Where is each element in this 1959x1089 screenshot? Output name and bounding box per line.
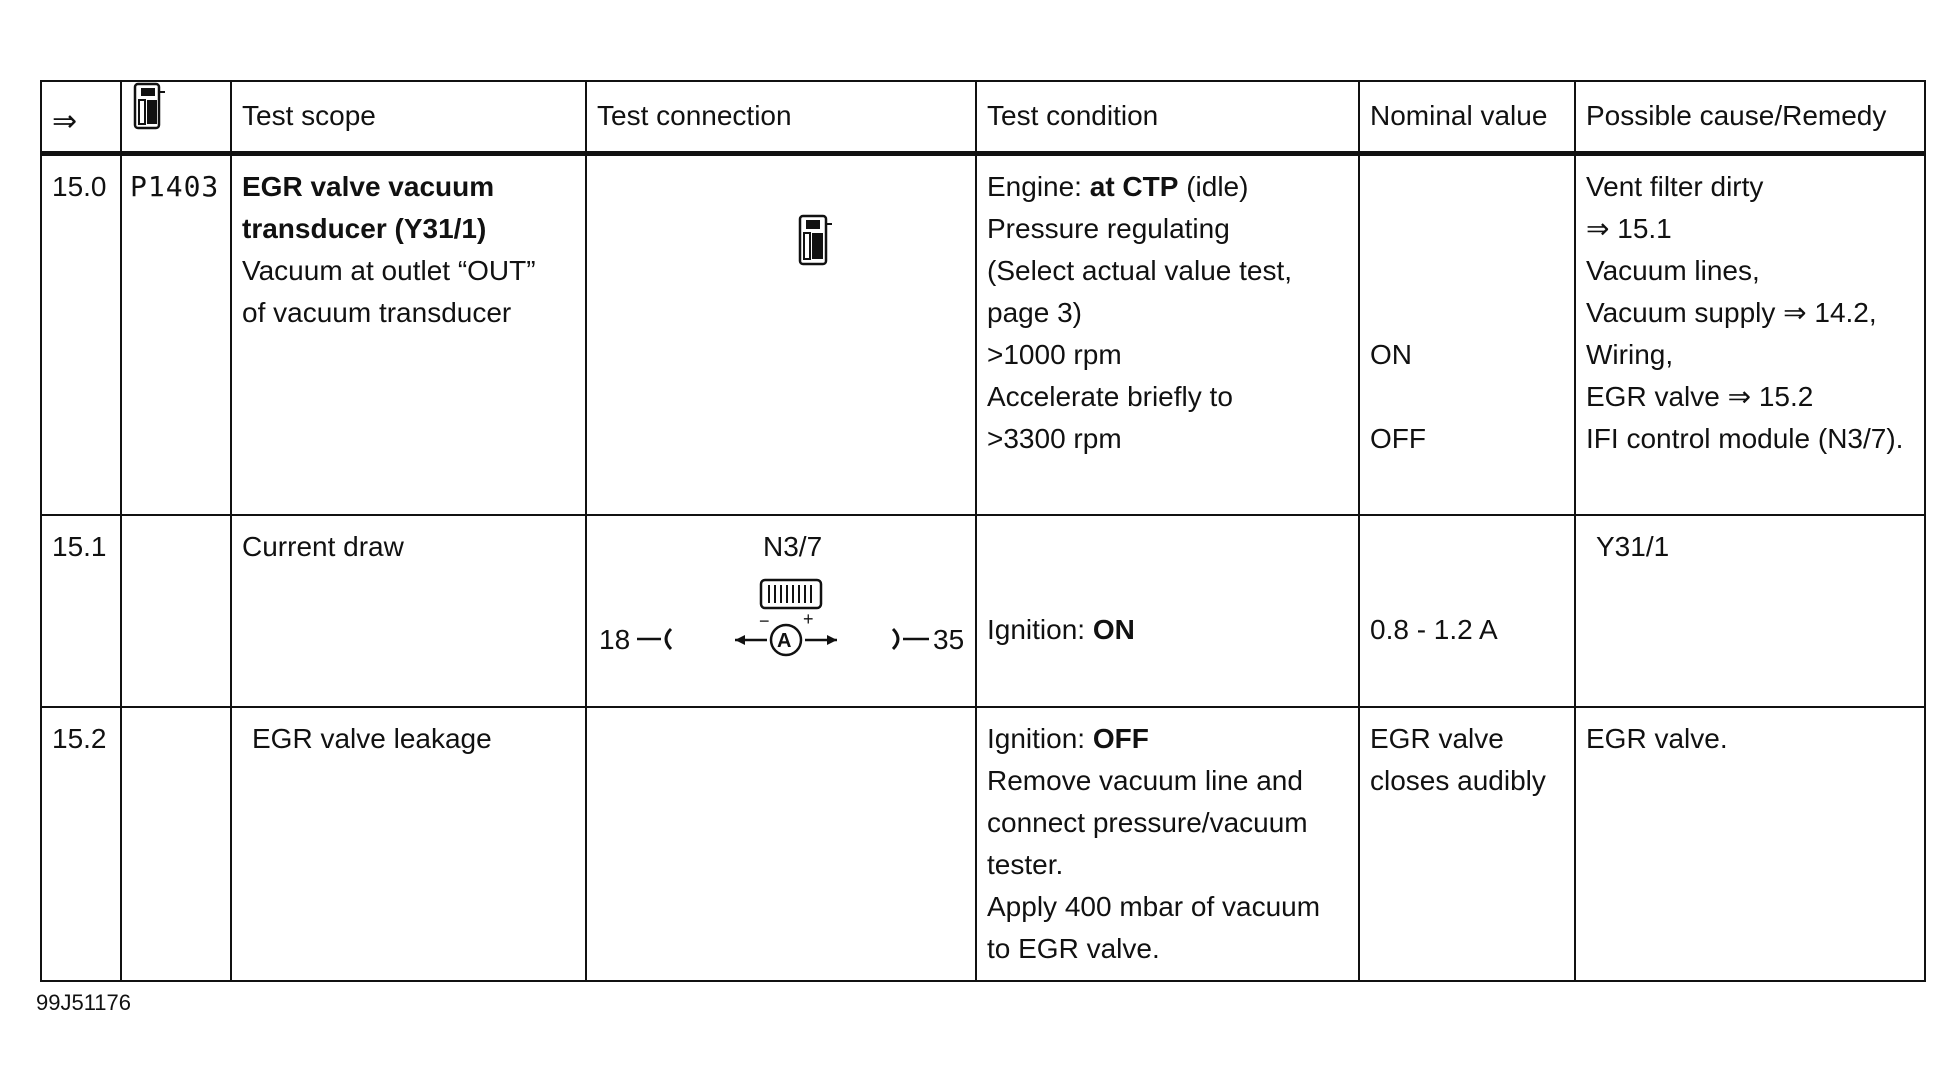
cause-line: Wiring, [1586,338,1674,370]
condition-line: page 3) [987,296,1082,328]
pin-right: 35 [933,624,965,655]
condition-line: >3300 rpm [987,422,1122,454]
test-scope-cell [231,153,586,515]
possible-cause-cell [1575,153,1925,515]
condition-label: Ignition: [987,614,1093,645]
test-condition-cell [976,153,1359,515]
scope-line: of vacuum transducer [242,296,512,328]
pin-left: 18 [599,624,631,655]
scope-line: Vacuum at outlet “OUT” [242,254,536,286]
diagnostic-table [40,80,1926,982]
nominal-value: EGR valve [1370,723,1504,754]
condition-line: to EGR valve. [987,933,1160,964]
nominal-value-cell [1359,707,1575,981]
cause-line: Y31/1 [1596,531,1670,562]
test-lead-right-icon [887,624,931,654]
test-condition-cell [976,707,1359,981]
condition-value: OFF [1092,723,1149,754]
condition-line: Pressure regulating [987,212,1230,244]
condition-label: Engine: [987,170,1090,202]
possible-cause-cell [1575,515,1925,707]
condition-line: tester. [987,849,1064,880]
header-test-connection: Test connection [586,81,976,153]
diagnostic-tester-icon [797,214,833,266]
cause-line: Vent filter dirty [1586,170,1764,202]
condition-value: at CTP [1089,170,1179,202]
header-arrow: ⇒ [41,81,121,153]
table-header-row [41,81,1925,153]
dtc-code-empty [121,515,231,707]
condition-ignition-line [987,609,1348,651]
cause-line: Vacuum lines, [1586,254,1760,286]
condition-suffix: (idle) [1178,170,1249,202]
condition-line: (Select actual value test, [987,254,1293,286]
scope-title-line: transducer (Y31/1) [242,212,487,244]
possible-cause-cell [1575,707,1925,981]
step-number: 15.0 [41,153,121,515]
table-row-15-1 [41,515,1925,707]
condition-line: connect pressure/vacuum [987,807,1308,838]
test-connection-cell [586,515,976,707]
condition-label: Ignition: [987,723,1093,754]
test-connection-cell [586,153,976,515]
condition-value: ON [1092,614,1135,645]
diagnostic-tester-icon [132,82,168,130]
nominal-value: ON [1370,338,1412,370]
cause-line: EGR valve ⇒ 15.2 [1586,380,1814,412]
header-tester-icon [121,81,231,153]
test-connection-cell [586,707,976,981]
condition-line: >1000 rpm [987,338,1122,370]
ammeter-symbol: A [777,630,792,652]
step-number: 15.1 [41,515,121,707]
scope-title-line: EGR valve vacuum [242,170,495,202]
figure-id: 99J51176 [36,990,132,1015]
cause-line: IFI control module (N3/7). [1586,422,1904,454]
nominal-value-cell [1359,515,1575,707]
nominal-value: OFF [1370,422,1426,454]
nominal-value: closes audibly [1370,765,1546,796]
ammeter-plus: + [803,609,814,629]
condition-ignition-line [987,718,1348,760]
dtc-code-empty [121,707,231,981]
condition-line: Remove vacuum line and [987,765,1303,796]
header-nominal-value: Nominal value [1359,81,1575,153]
cause-line: Vacuum supply ⇒ 14.2, [1586,296,1877,328]
table-row-15-0 [41,153,1925,515]
test-lead-left-icon [635,624,679,654]
nominal-value: 0.8 - 1.2 A [1370,614,1498,645]
header-test-condition: Test condition [976,81,1359,153]
test-scope-cell: Current draw [231,515,586,707]
header-possible-cause: Possible cause/Remedy [1575,81,1925,153]
ammeter-minus: − [759,611,770,631]
nominal-value-cell [1359,153,1575,515]
condition-line: Accelerate briefly to [987,380,1233,412]
condition-engine-line [987,166,1348,208]
step-number: 15.2 [41,707,121,981]
condition-line: Apply 400 mbar of vacuum [987,891,1321,922]
cause-line: EGR valve. [1586,723,1728,754]
header-test-scope: Test scope [231,81,586,153]
test-condition-cell [976,515,1359,707]
control-module-connector-icon [759,576,823,610]
table-row-15-2 [41,707,1925,981]
dtc-code: P1403 [121,153,231,515]
module-label: N3/7 [763,531,823,562]
cause-line: ⇒ 15.1 [1586,212,1672,244]
test-scope-cell: EGR valve leakage [231,707,586,981]
